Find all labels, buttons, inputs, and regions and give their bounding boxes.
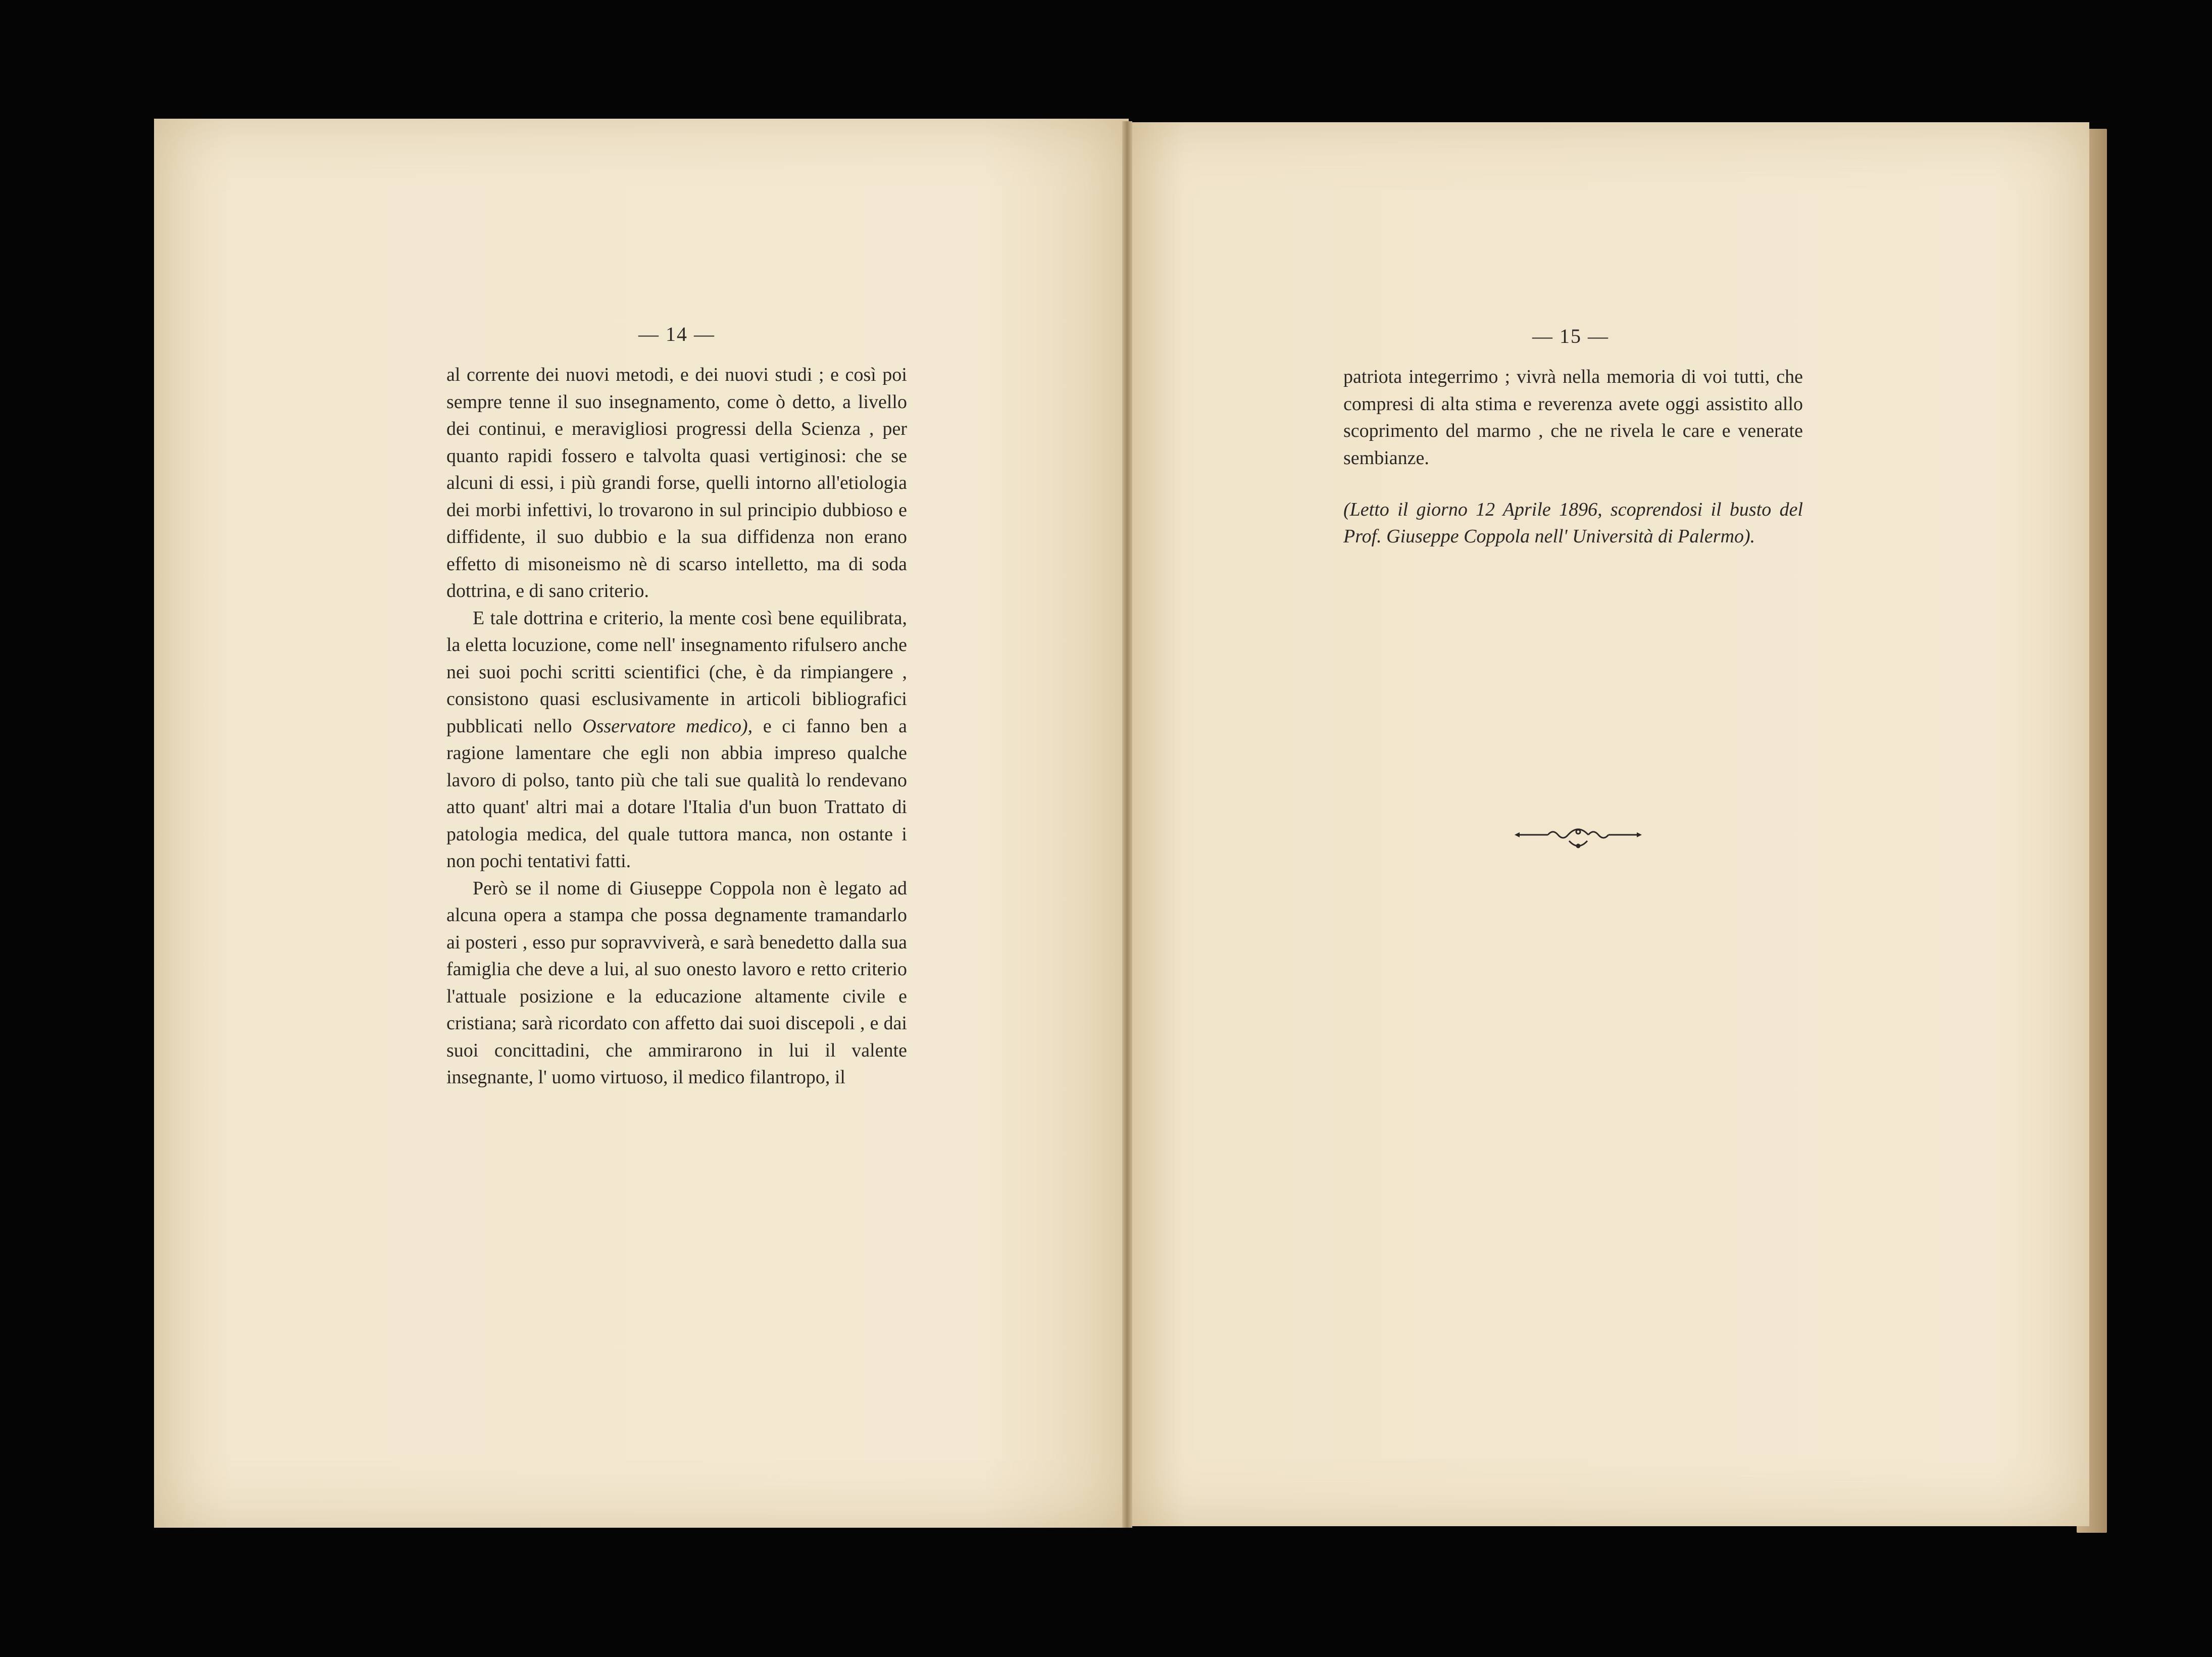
paragraph: E tale dottrina e criterio, la mente così bene equilibrata, la eletta locuzione, come nell' insegnamento rifulsero anche nei suoi pochi scritti scientifici (che, è da rimpiangere , consistono quasi esclusivamente in articoli bibliografici pubblicati nello Osservatore medico), e ci fanno ben a ragione lamentare che egli non abbia impreso qualche lavoro di polso, tanto più che tali sue qualità lo rendevano atto quant' altri mai a dotare l'Italia d'un buon Trattato di patologia medica, del quale tuttora manca, non ostante i non pochi tentativi fatti. — [446, 607, 908, 872]
italic-title: Osservatore medico), — [582, 715, 753, 737]
left-page-text — [446, 362, 907, 1091]
book-gutter — [1122, 121, 1132, 1528]
page-number-15: — 15 — — [1532, 325, 1609, 347]
paragraph: patriota integerrimo ; vivrà nella memoria di voi tutti, che compresi di alta stima e reverenza avete oggi assistito allo scoprimento del marmo , che ne rivela le care e venerate sembianze. — [1343, 366, 1803, 469]
paragraph: al corrente dei nuovi metodi, e dei nuovi studi ; e così poi sempre tenne il suo insegnamento, come ò detto, a livello dei continui, e meravigliosi progressi della Scienza , per quanto rapidi fossero e talvolta quasi vertiginosi: che se alcuni di essi, i più grandi forse, quelli intorno all'etiologia dei morbi infettivi, lo trovarono in sul principio dubbioso e diffidente, il suo dubbio e la sua diffidenza non erano effetto di misoneismo nè di scarso intelletto, ma di soda dottrina, e di sano criterio. — [446, 364, 907, 601]
flourish-icon — [1513, 821, 1644, 861]
paragraph: Però se il nome di Giuseppe Coppola non è legato ad alcuna opera a stampa che possa degnamente tramandarlo ai posteri , esso pur sopravviverà, e sarà benedetto dalla sua famiglia che deve a lui, al suo onesto lavoro e retto criterio l'attuale posizione e la educazione altamente civile e cristiana; sarà ricordato con affetto dai suoi discepoli , e dai suoi concittadini, che ammirarono in lui il valente insegnante, l' uomo virtuoso, il medico filantropo, il — [446, 877, 907, 1088]
reading-note: (Letto il giorno 12 Aprile 1896, scoprendosi il busto del Prof. Giuseppe Coppola nell' Università di Palermo). — [1343, 499, 1803, 547]
page-number-14: — 14 — — [638, 323, 715, 345]
right-page-text — [1343, 364, 1803, 472]
